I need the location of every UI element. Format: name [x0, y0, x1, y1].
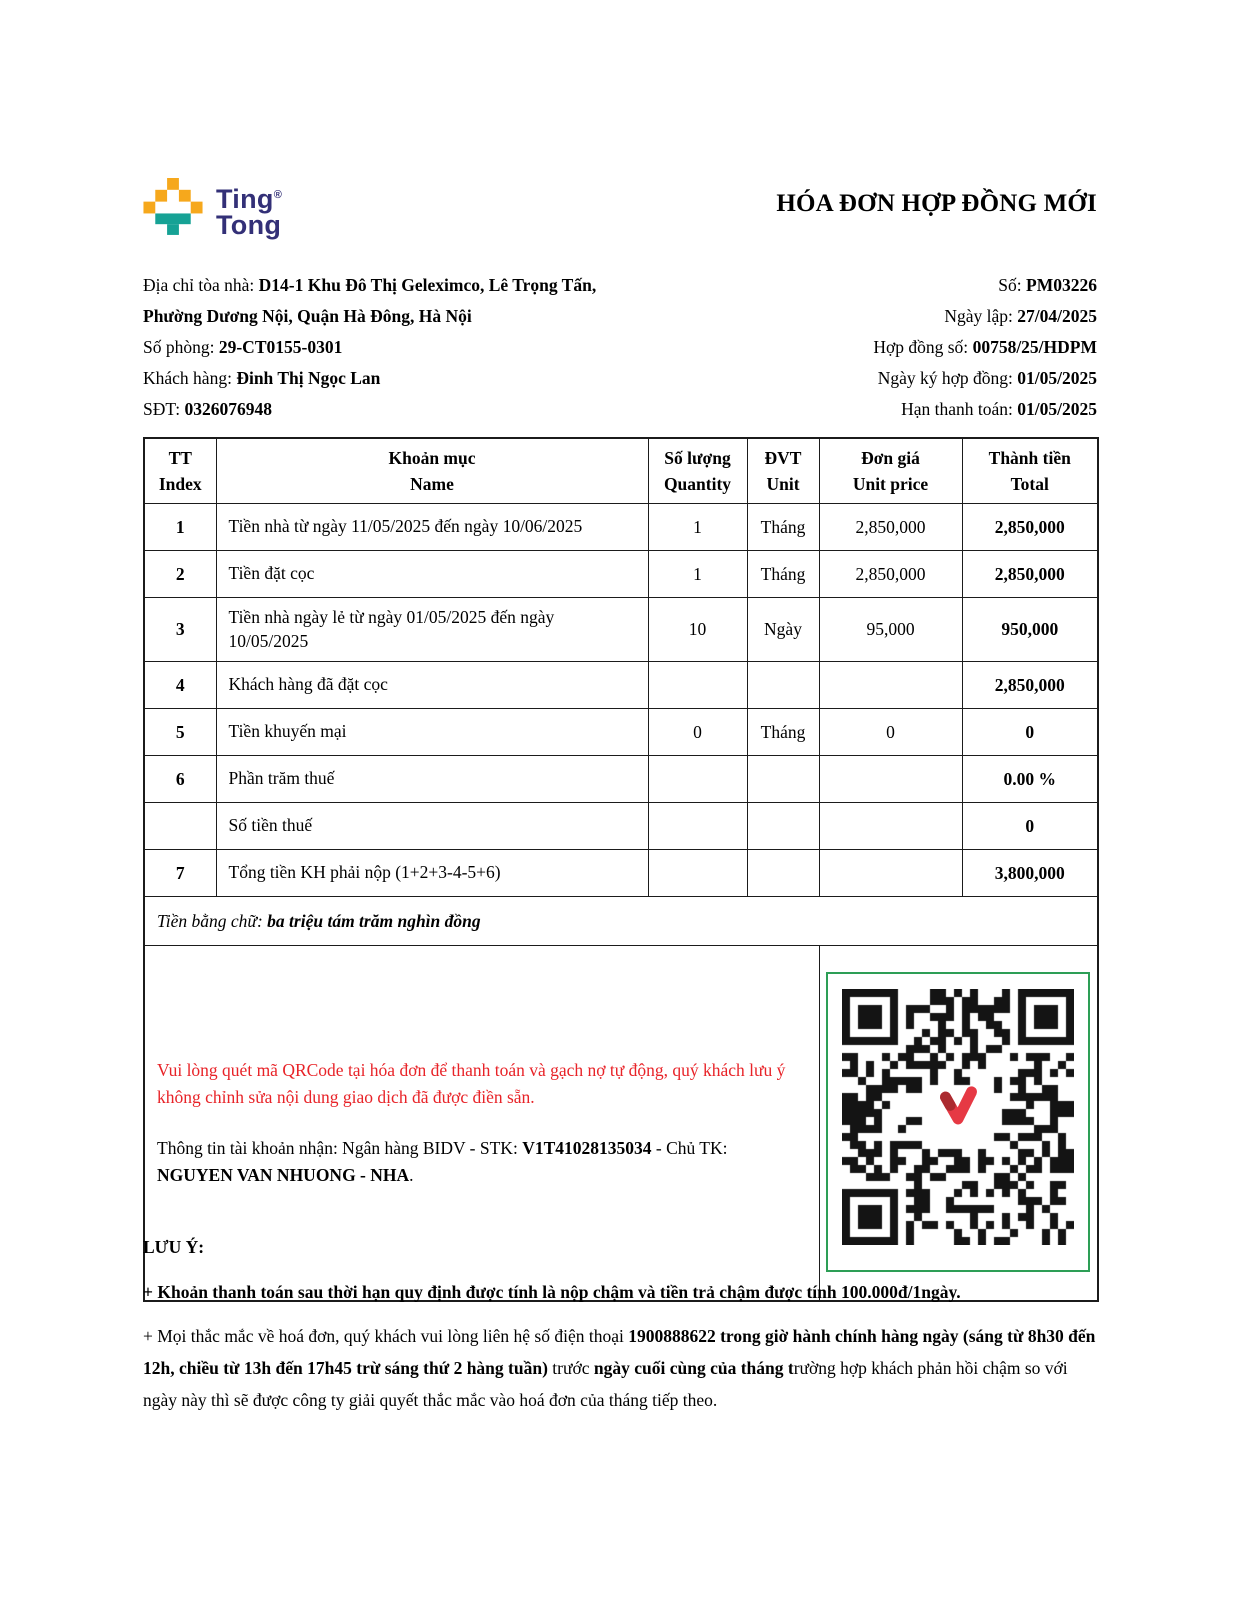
- row-qty: 10: [648, 598, 747, 662]
- col-header-unit-price: Đơn giá Unit price: [819, 438, 962, 504]
- row-unit: [747, 662, 819, 709]
- customer-info: [143, 270, 596, 425]
- building-address-line1: Địa chỉ tòa nhà: D14-1 Khu Đô Thị Geleximco, Lê Trọng Tấn,: [143, 275, 597, 295]
- col-header-unit: ĐVT Unit: [747, 438, 819, 504]
- row-unit: [747, 756, 819, 803]
- table-row: [144, 756, 1098, 803]
- charges-table: [143, 437, 1099, 1302]
- row-qty: [648, 756, 747, 803]
- row-index: 6: [144, 756, 216, 803]
- customer-name: Khách hàng: Đinh Thị Ngọc Lan: [143, 368, 381, 388]
- row-name: Tổng tiền KH phải nộp (1+2+3-4-5+6): [216, 850, 648, 897]
- row-price: 0: [819, 709, 962, 756]
- hotline-note: + Mọi thắc mắc về hoá đơn, quý khách vui lòng liên hệ số điện thoại 1900888622 trong giờ hành chính hàng ngày (sáng từ 8h30 đến 12h, chiều từ 13h đến 17h45 trừ sáng thứ 2 hàng tuần) trước ngày cuối cùng của tháng trường hợp khách phản hồi chậm so với ngày này thì sẽ được công ty giải quyết thắc mắc vào hoá đơn của tháng tiếp theo.: [143, 1326, 1096, 1410]
- room-number: Số phòng: 29-CT0155-0301: [143, 337, 343, 357]
- payment-due-date: Hạn thanh toán: 01/05/2025: [901, 399, 1097, 419]
- tingtong-logo: [143, 178, 282, 241]
- notes-heading: LƯU Ý:: [143, 1237, 205, 1257]
- row-index: 3: [144, 598, 216, 662]
- row-total: 950,000: [962, 598, 1098, 662]
- row-total: 0: [962, 803, 1098, 850]
- invoice-info: [143, 270, 1097, 425]
- amount-in-words-row: [144, 897, 1098, 946]
- row-qty: [648, 662, 747, 709]
- row-unit: Tháng: [747, 551, 819, 598]
- row-name: Phần trăm thuế: [216, 756, 648, 803]
- invoice-number: Số: PM03226: [998, 275, 1097, 295]
- customer-phone: SĐT: 0326076948: [143, 399, 272, 419]
- row-unit: Tháng: [747, 504, 819, 551]
- row-price: [819, 803, 962, 850]
- table-row: [144, 850, 1098, 897]
- row-price: [819, 756, 962, 803]
- row-unit: Tháng: [747, 709, 819, 756]
- row-name: Tiền đặt cọc: [216, 551, 648, 598]
- tingtong-logo-icon: [143, 178, 203, 241]
- row-price: 2,850,000: [819, 504, 962, 551]
- invoice-meta: [873, 270, 1097, 425]
- row-qty: [648, 803, 747, 850]
- vietqr-v-icon: [933, 1082, 983, 1137]
- bank-account-info: Thông tin tài khoản nhận: Ngân hàng BIDV - STK: V1T41028135034 - Chủ TK: NGUYEN VAN NHUONG - NHA.: [157, 1138, 728, 1186]
- table-row: [144, 709, 1098, 756]
- row-qty: 1: [648, 551, 747, 598]
- late-payment-note: + Khoản thanh toán sau thời hạn quy định được tính là nộp chậm và tiền trả chậm được tính 100.000đ/1ngày.: [143, 1282, 961, 1302]
- row-price: [819, 662, 962, 709]
- row-total: 0.00 %: [962, 756, 1098, 803]
- qr-scan-note: Vui lòng quét mã QRCode tại hóa đơn để thanh toán và gạch nợ tự động, quý khách lưu ý không chỉnh sửa nội dung giao dịch đã được điền sẵn.: [157, 1059, 786, 1107]
- row-name: Tiền nhà ngày lẻ từ ngày 01/05/2025 đến ngày 10/05/2025: [216, 598, 648, 662]
- row-name: Khách hàng đã đặt cọc: [216, 662, 648, 709]
- table-row: [144, 803, 1098, 850]
- document-title: HÓA ĐƠN HỢP ĐỒNG MỚI: [776, 190, 1097, 217]
- row-qty: 0: [648, 709, 747, 756]
- table-row: [144, 504, 1098, 551]
- col-header-quantity: Số lượng Quantity: [648, 438, 747, 504]
- issue-date: Ngày lập: 27/04/2025: [944, 306, 1097, 326]
- row-total: 2,850,000: [962, 662, 1098, 709]
- row-qty: [648, 850, 747, 897]
- row-name: Số tiền thuế: [216, 803, 648, 850]
- building-address-line2: Phường Dương Nội, Quận Hà Đông, Hà Nội: [143, 306, 472, 326]
- tingtong-logo-text: Ting® Tong: [216, 183, 283, 240]
- row-name: Tiền khuyến mại: [216, 709, 648, 756]
- row-price: [819, 850, 962, 897]
- table-header-row: [144, 438, 1098, 504]
- row-name: Tiền nhà từ ngày 11/05/2025 đến ngày 10/06/2025: [216, 504, 648, 551]
- row-index: 1: [144, 504, 216, 551]
- row-index: 4: [144, 662, 216, 709]
- row-unit: [747, 850, 819, 897]
- registered-mark: ®: [273, 188, 283, 201]
- row-total: 2,850,000: [962, 504, 1098, 551]
- row-total: 3,800,000: [962, 850, 1098, 897]
- footer-notes: [143, 1237, 1101, 1417]
- row-total: 2,850,000: [962, 551, 1098, 598]
- row-index: 7: [144, 850, 216, 897]
- table-row: [144, 662, 1098, 709]
- qr-code-frame: [826, 972, 1090, 1272]
- row-unit: Ngày: [747, 598, 819, 662]
- row-total: 0: [962, 709, 1098, 756]
- contract-sign-date: Ngày ký hợp đồng: 01/05/2025: [877, 368, 1097, 388]
- contract-number: Hợp đồng số: 00758/25/HDPM: [873, 337, 1097, 357]
- table-row: [144, 551, 1098, 598]
- row-price: 2,850,000: [819, 551, 962, 598]
- col-header-total: Thành tiền Total: [962, 438, 1098, 504]
- row-qty: 1: [648, 504, 747, 551]
- table-row: [144, 598, 1098, 662]
- col-header-index: TT Index: [144, 438, 216, 504]
- row-price: 95,000: [819, 598, 962, 662]
- row-index: 2: [144, 551, 216, 598]
- amount-in-words: Tiền bằng chữ: ba triệu tám trăm nghìn đồng: [144, 897, 1098, 946]
- row-index: 5: [144, 709, 216, 756]
- col-header-name: Khoản mục Name: [216, 438, 648, 504]
- row-index: [144, 803, 216, 850]
- row-unit: [747, 803, 819, 850]
